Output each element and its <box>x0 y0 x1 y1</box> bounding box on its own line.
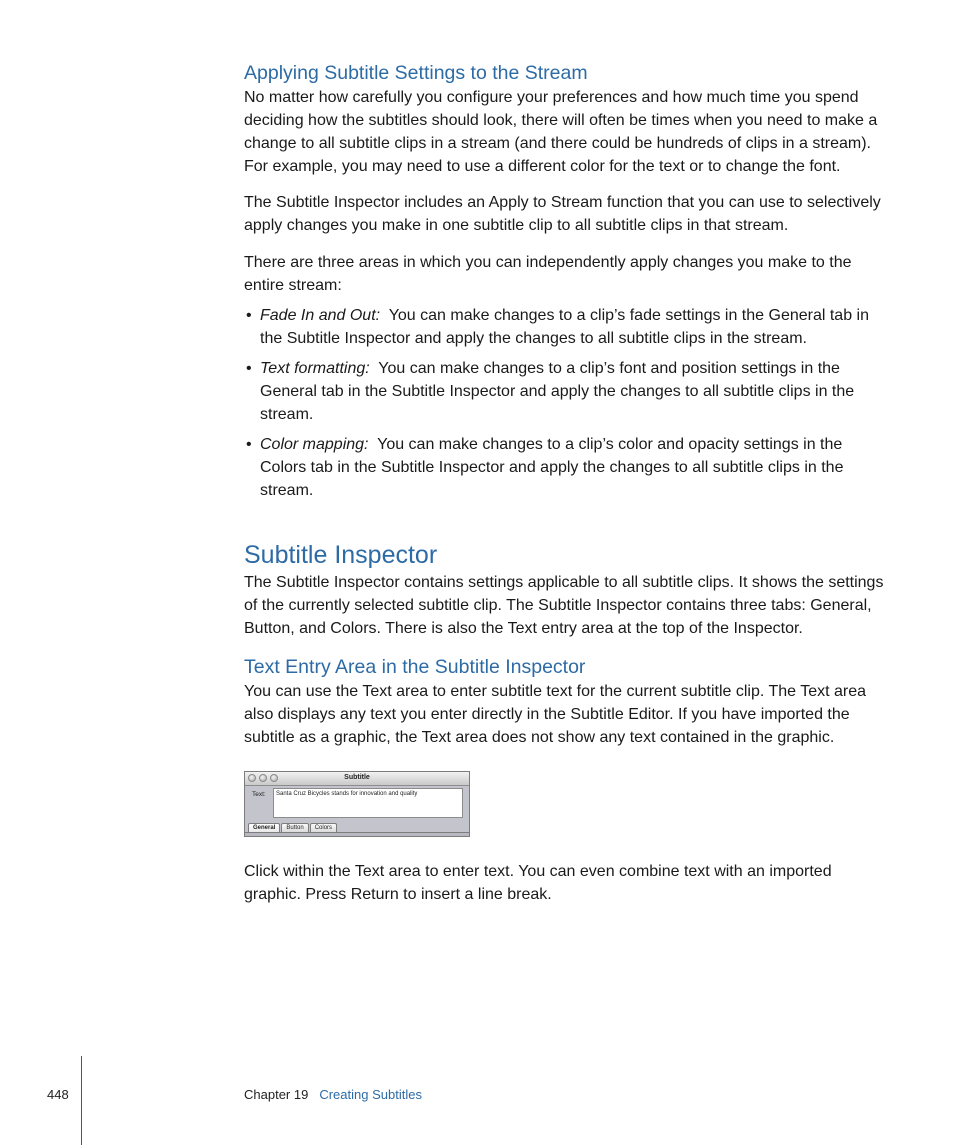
subtitle-inspector-screenshot <box>244 771 470 837</box>
window-title: Subtitle <box>344 774 370 781</box>
tab-colors: Colors <box>310 823 337 833</box>
footer-divider <box>81 1056 82 1145</box>
chapter-label: Chapter 19 <box>244 1087 309 1102</box>
page-number: 448 <box>47 1087 69 1102</box>
section-heading-text-entry: Text Entry Area in the Subtitle Inspector <box>244 656 586 678</box>
tab-panel <box>245 832 469 836</box>
bullet-marker: • <box>246 307 252 324</box>
bullet-marker: • <box>246 360 252 377</box>
bullet-term: Text formatting: <box>260 360 370 377</box>
paragraph: No matter how carefully you configure your preferences and how much time you spend deciding how the subtitles should look, there will often be times when you need to make a change to all subtitle clips in a stream (and there could be hundreds of clips in a stream). For example, you may need to use a different color for the text or to change the font. <box>244 89 878 175</box>
bullet-list <box>244 304 884 502</box>
chapter-title: Creating Subtitles <box>319 1087 422 1102</box>
paragraph: There are three areas in which you can independently apply changes you make to the entire stream: <box>244 254 852 294</box>
bullet-item <box>244 304 884 350</box>
tab-button: Button <box>281 823 308 833</box>
bullet-term: Color mapping: <box>260 436 369 453</box>
paragraph: Click within the Text area to enter text. You can even combine text with an imported graphic. Press Return to insert a line break. <box>244 863 832 903</box>
text-entry-field: Santa Cruz Bicycles stands for innovation and quality <box>273 788 463 818</box>
page-content <box>244 60 884 906</box>
bullet-term: Fade In and Out: <box>260 307 381 324</box>
section-heading-applying: Applying Subtitle Settings to the Stream <box>244 62 588 84</box>
footer-chapter <box>244 1087 422 1102</box>
bullet-text: You can make changes to a clip’s color and opacity settings in the Colors tab in the Subtitle Inspector and apply the changes to all subtitle clips in the stream. <box>260 436 844 499</box>
bullet-item <box>244 357 884 426</box>
tab-general: General <box>248 823 280 833</box>
bullet-text: You can make changes to a clip’s font and position settings in the General tab in the Subtitle Inspector and apply the changes to all subtitle clips in the stream. <box>260 360 855 423</box>
bullet-item <box>244 433 884 502</box>
window-titlebar <box>245 772 469 786</box>
paragraph: The Subtitle Inspector includes an Apply to Stream function that you can use to selectively apply changes you make in one subtitle clip to all subtitle clips in that stream. <box>244 194 881 234</box>
section-heading-subtitle-inspector: Subtitle Inspector <box>244 541 438 569</box>
text-label: Text: <box>252 791 266 798</box>
paragraph: You can use the Text area to enter subtitle text for the current subtitle clip. The Text area also displays any text you enter directly in the Subtitle Editor. If you have imported the subtitle as a graphic, the Text area does not show any text contained in the graphic. <box>244 683 866 746</box>
bullet-marker: • <box>246 436 252 453</box>
paragraph: The Subtitle Inspector contains settings applicable to all subtitle clips. It shows the settings of the currently selected subtitle clip. The Subtitle Inspector contains three tabs: General, Button, and Colors. There is also the Text entry area at the top of the Inspector. <box>244 574 884 637</box>
bullet-text: You can make changes to a clip’s fade settings in the General tab in the Subtitle Inspector and apply the changes to all subtitle clips in the stream. <box>260 307 869 347</box>
